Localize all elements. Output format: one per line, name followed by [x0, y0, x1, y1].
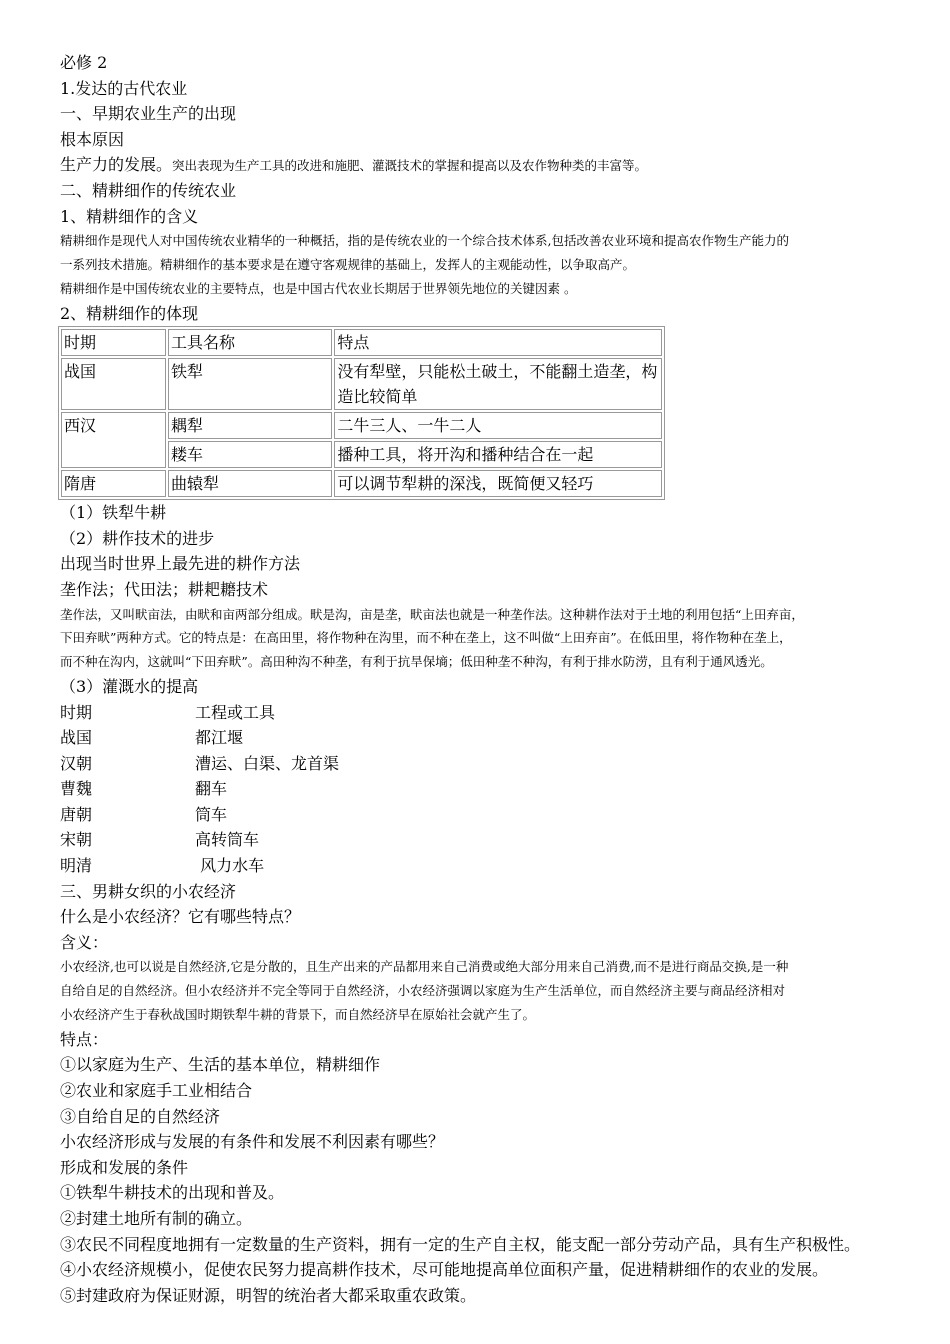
list-item: 时期 工程或工具	[60, 702, 276, 722]
document-page	[60, 50, 900, 1308]
paragraph-line: 自给自足的自然经济。但小农经济并不完全等同于自然经济，小农经济强调以家庭为生产生活单位，而自然经济主要与商品经济相对	[60, 983, 786, 999]
feature-line: 没有犁壁，只能松土破土，不能翻土造垄，构	[337, 362, 658, 382]
item-tillage-progress: （2）耕作技术的进步	[60, 528, 215, 548]
meaning-line: 精耕细作是现代人对中国传统农业精华的一种概括，指的是传统农业的一个综合技术体系,包括改善农业环境和提高农作物生产能力的	[60, 233, 789, 249]
list-item: ⑤封建政府为保证财源，明智的统治者大都采取重农政策。	[60, 1285, 477, 1305]
question-text: 什么是小农经济？它有哪些特点？	[60, 907, 301, 927]
root-cause-main: 生产力的发展。	[60, 155, 173, 175]
table-header-row	[61, 329, 662, 356]
ridge-method-paragraph	[60, 603, 900, 674]
table-cell-feature	[334, 358, 662, 410]
list-item: 唐朝 筒车	[60, 804, 228, 824]
list-item: 曹魏 翻车	[60, 779, 228, 799]
feature-line: 造比较简单	[337, 387, 418, 407]
table-cell-feature: 播种工具，将开沟和播种结合在一起	[334, 441, 662, 468]
paragraph-line: 下田弃畎”两种方式。它的特点是：在高田里，将作物种在沟里，而不种在垄上，这不叫做“上田弃亩”。在低田里，将作物种在垄上，	[60, 630, 792, 646]
table-cell-period: 战国	[61, 358, 166, 410]
list-item: ①以家庭为生产、生活的基本单位，精耕细作	[60, 1055, 381, 1075]
subheading-embodiment: 2、精耕细作的体现	[60, 303, 199, 323]
table-cell-tool: 曲辕犁	[168, 470, 332, 497]
section-heading-3: 三、男耕女织的小农经济	[60, 881, 237, 901]
table-cell-period: 隋唐	[61, 470, 166, 497]
list-item: ③农民不同程度地拥有一定数量的生产资料，拥有一定的生产自主权，能支配一部分劳动产品，具有生产积极性。	[60, 1234, 861, 1254]
list-item: ②农业和家庭手工业相结合	[60, 1081, 253, 1101]
table-cell-tool: 铁犁	[168, 358, 332, 410]
subheading-conditions: 形成和发展的条件	[60, 1157, 189, 1177]
table-cell-feature: 可以调节犁耕的深浅，既简便又轻巧	[334, 470, 662, 497]
subheading-root-cause: 根本原因	[60, 129, 125, 149]
meaning-label: 含义：	[60, 932, 109, 952]
subheading-meaning: 1、精耕细作的含义	[60, 206, 199, 226]
table-cell-period: 西汉	[61, 412, 166, 468]
table-header-cell: 工具名称	[168, 329, 332, 356]
table-header-cell: 特点	[334, 329, 662, 356]
course-title: 必修 2	[60, 53, 108, 72]
features-label: 特点：	[60, 1029, 109, 1049]
list-item: 宋朝 高转筒车	[60, 830, 260, 850]
chapter-title: 1.发达的古代农业	[60, 78, 188, 98]
item-irrigation: （3）灌溉水的提高	[60, 676, 199, 696]
paragraph-line: 而不种在沟内，这就叫“下田弃畎”。高田种沟不种垄，有利于抗旱保墒；低田种垄不种沟，有利于排水防涝，且有利于通风透光。	[60, 654, 773, 670]
table-row	[61, 470, 662, 497]
table-row	[61, 412, 662, 439]
section-heading-1: 一、早期农业生产的出现	[60, 104, 237, 124]
root-cause-detail: 突出表现为生产工具的改进和施肥、灌溉技术的掌握和提高以及农作物种类的丰富等。	[172, 158, 648, 174]
meaning-line: 一系列技术措施。精耕细作的基本要求是在遵守客观规律的基础上，发挥人的主观能动性，以争取高产。	[60, 256, 636, 272]
table-cell-feature: 二牛三人、一牛二人	[334, 412, 662, 439]
list-item: 战国 都江堰	[60, 728, 244, 748]
list-item: ④小农经济规模小，促使农民努力提高耕作技术，尽可能地提高单位面积产量，促进精耕细作的农业的发展。	[60, 1260, 829, 1280]
root-cause-text	[60, 152, 900, 178]
table-row	[61, 358, 662, 410]
table-cell-tool: 耦犁	[168, 412, 332, 439]
table-header-cell: 时期	[61, 329, 166, 356]
paragraph-line: 小农经济,也可以说是自然经济,它是分散的，且生产出来的产品都用来自己消费或绝大部分用来自己消费,而不是进行商品交换,是一种	[60, 959, 789, 975]
tools-table	[58, 326, 665, 500]
irrigation-list	[60, 700, 900, 879]
list-item: ①铁犁牛耕技术的出现和普及。	[60, 1183, 285, 1203]
small-farm-paragraph	[60, 955, 900, 1026]
list-item: ②封建土地所有制的确立。	[60, 1208, 253, 1228]
advanced-methods-text: 出现当时世界上最先进的耕作方法	[60, 554, 301, 574]
section-heading-2: 二、精耕细作的传统农业	[60, 180, 237, 200]
list-item: 明清 风力水车	[60, 856, 265, 876]
question-text: 小农经济形成与发展的有条件和发展不利因素有哪些？	[60, 1132, 445, 1152]
table-cell-tool: 耧车	[168, 441, 332, 468]
paragraph-line: 小农经济产生于春秋战国时期铁犁牛耕的背景下，而自然经济早在原始社会就产生了。	[60, 1007, 536, 1023]
item-iron-plough: （1）铁犁牛耕	[60, 503, 167, 523]
paragraph-line: 垄作法，又叫畎亩法，由畎和亩两部分组成。畎是沟，亩是垄，畎亩法也就是一种垄作法。这种耕作法对于土地的利用包括“上田弃亩，	[60, 606, 804, 622]
meaning-paragraph	[60, 229, 900, 300]
meaning-line: 精耕细作是中国传统农业的主要特点，也是中国古代农业长期居于世界领先地位的关键因素 。	[60, 280, 577, 296]
list-item: ③自给自足的自然经济	[60, 1106, 221, 1126]
list-item: 汉朝 漕运、白渠、龙首渠	[60, 753, 340, 773]
methods-list: 垄作法；代田法；耕耙耱技术	[60, 579, 269, 599]
